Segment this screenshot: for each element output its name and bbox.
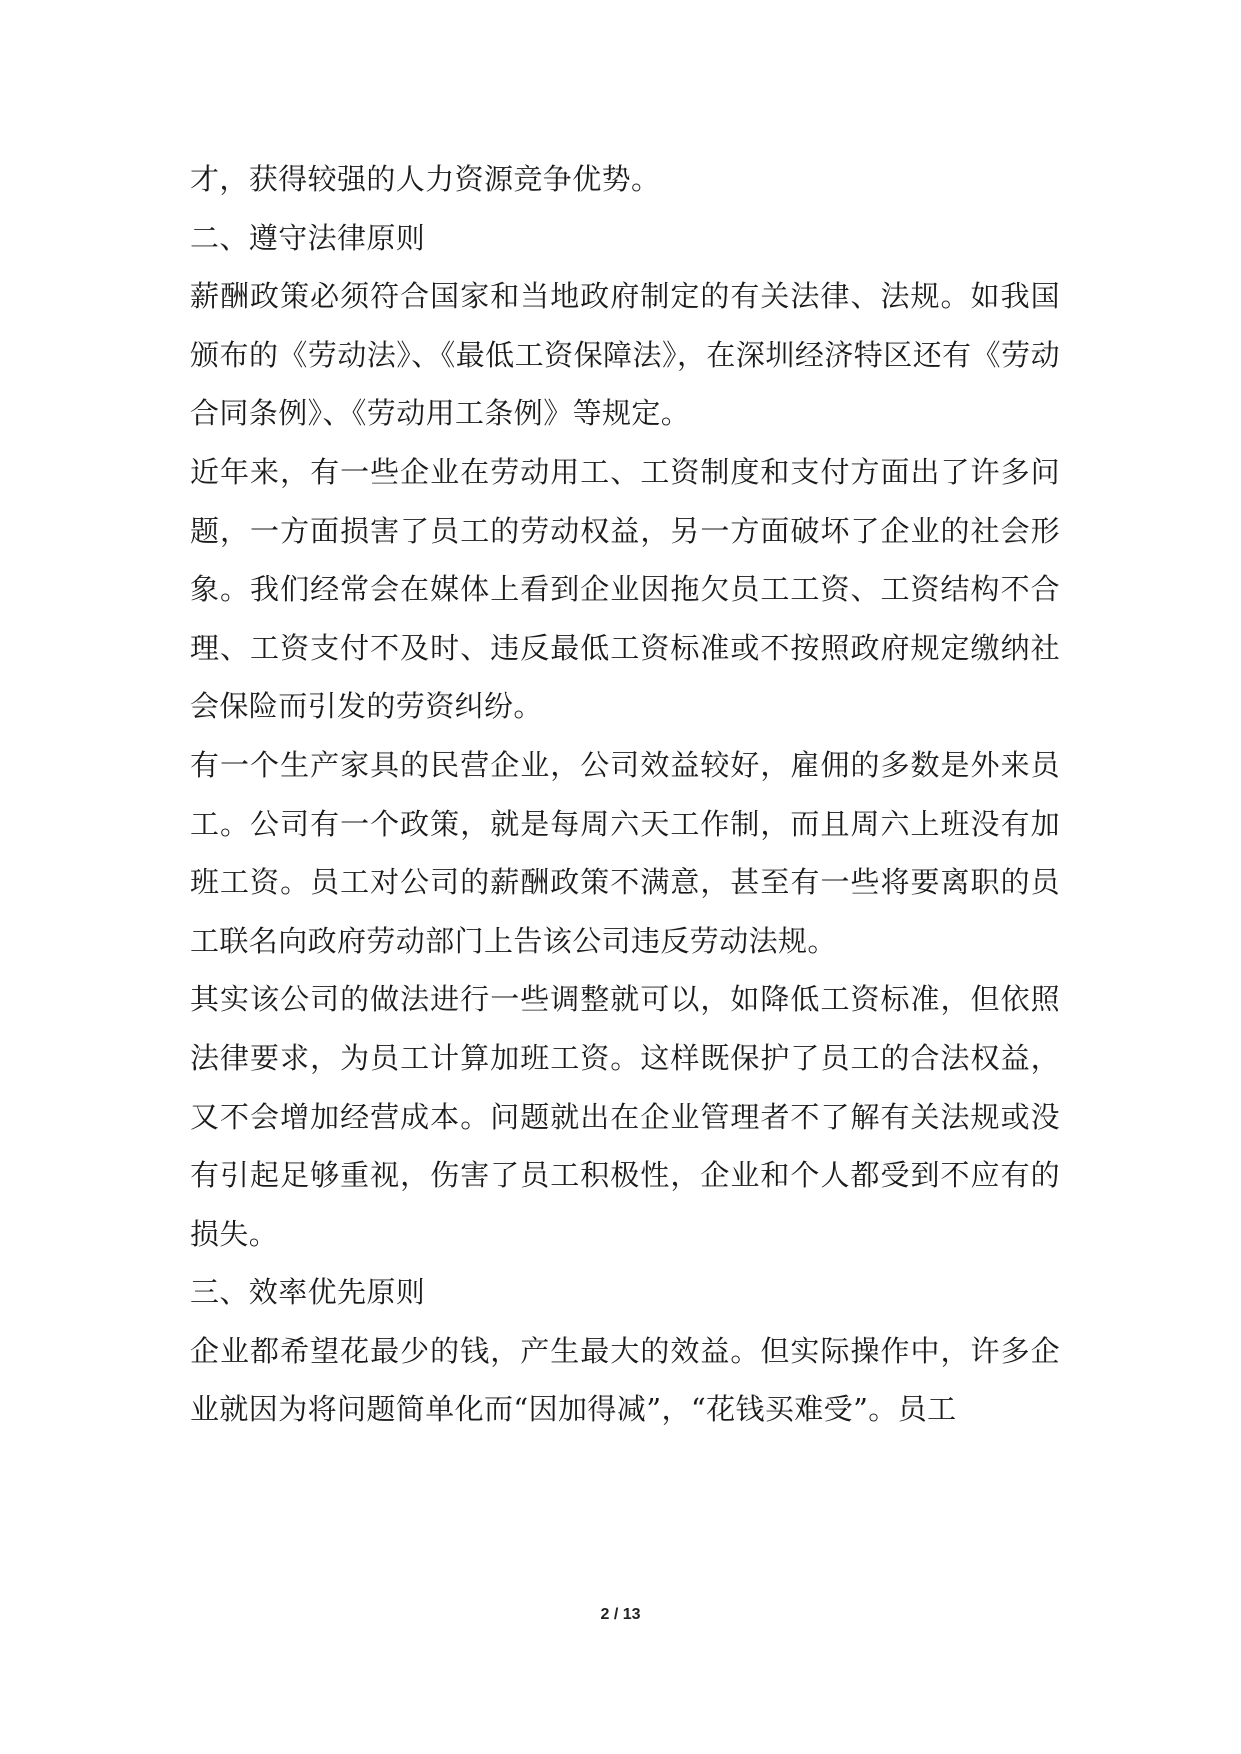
- page-number: 2 / 13: [600, 1606, 641, 1623]
- section-heading-law: 二、遵守法律原则: [190, 220, 426, 255]
- paragraph-labor-disputes: 近年来，有一些企业在劳动用工、工资制度和支付方面出了许多问题，一方面损害了员工的劳动权益，另一方面破坏了企业的社会形象。我们经常会在媒体上看到企业因拖欠员工工资、工资结构不合理、工资支付不及时、违反最低工资标准或不按照政府规定缴纳社会保险而引发的劳资纠纷。: [190, 454, 1060, 724]
- paragraph-efficiency: 企业都希望花最少的钱，产生最大的效益。但实际操作中，许多企业就因为将问题简单化而“因加得减”，“花钱买难受”。员工: [190, 1333, 1060, 1427]
- section-heading-efficiency: 三、效率优先原则: [190, 1275, 426, 1310]
- paragraph-adjustment: 其实该公司的做法进行一些调整就可以，如降低工资标准，但依照法律要求，为员工计算加班工资。这样既保护了员工的合法权益，又不会增加经营成本。问题就出在企业管理者不了解有关法规或没有引起足够重视，伤害了员工积极性，企业和个人都受到不应有的损失。: [190, 982, 1060, 1251]
- paragraph-continuation: 才，获得较强的人力资源竞争优势。: [190, 162, 661, 196]
- paragraph-furniture-case: 有一个生产家具的民营企业，公司效益较好，雇佣的多数是外来员工。公司有一个政策，就是每周六天工作制，而且周六上班没有加班工资。员工对公司的薪酬政策不满意，甚至有一些将要离职的员工联名向政府劳动部门上告该公司违反劳动法规。: [190, 747, 1060, 958]
- paragraph-law-compliance: 薪酬政策必须符合国家和当地政府制定的有关法律、法规。如我国颁布的《劳动法》、《最低工资保障法》，在深圳经济特区还有《劳动合同条例》、《劳动用工条例》等规定。: [190, 279, 1060, 431]
- document-body: [190, 150, 1060, 1439]
